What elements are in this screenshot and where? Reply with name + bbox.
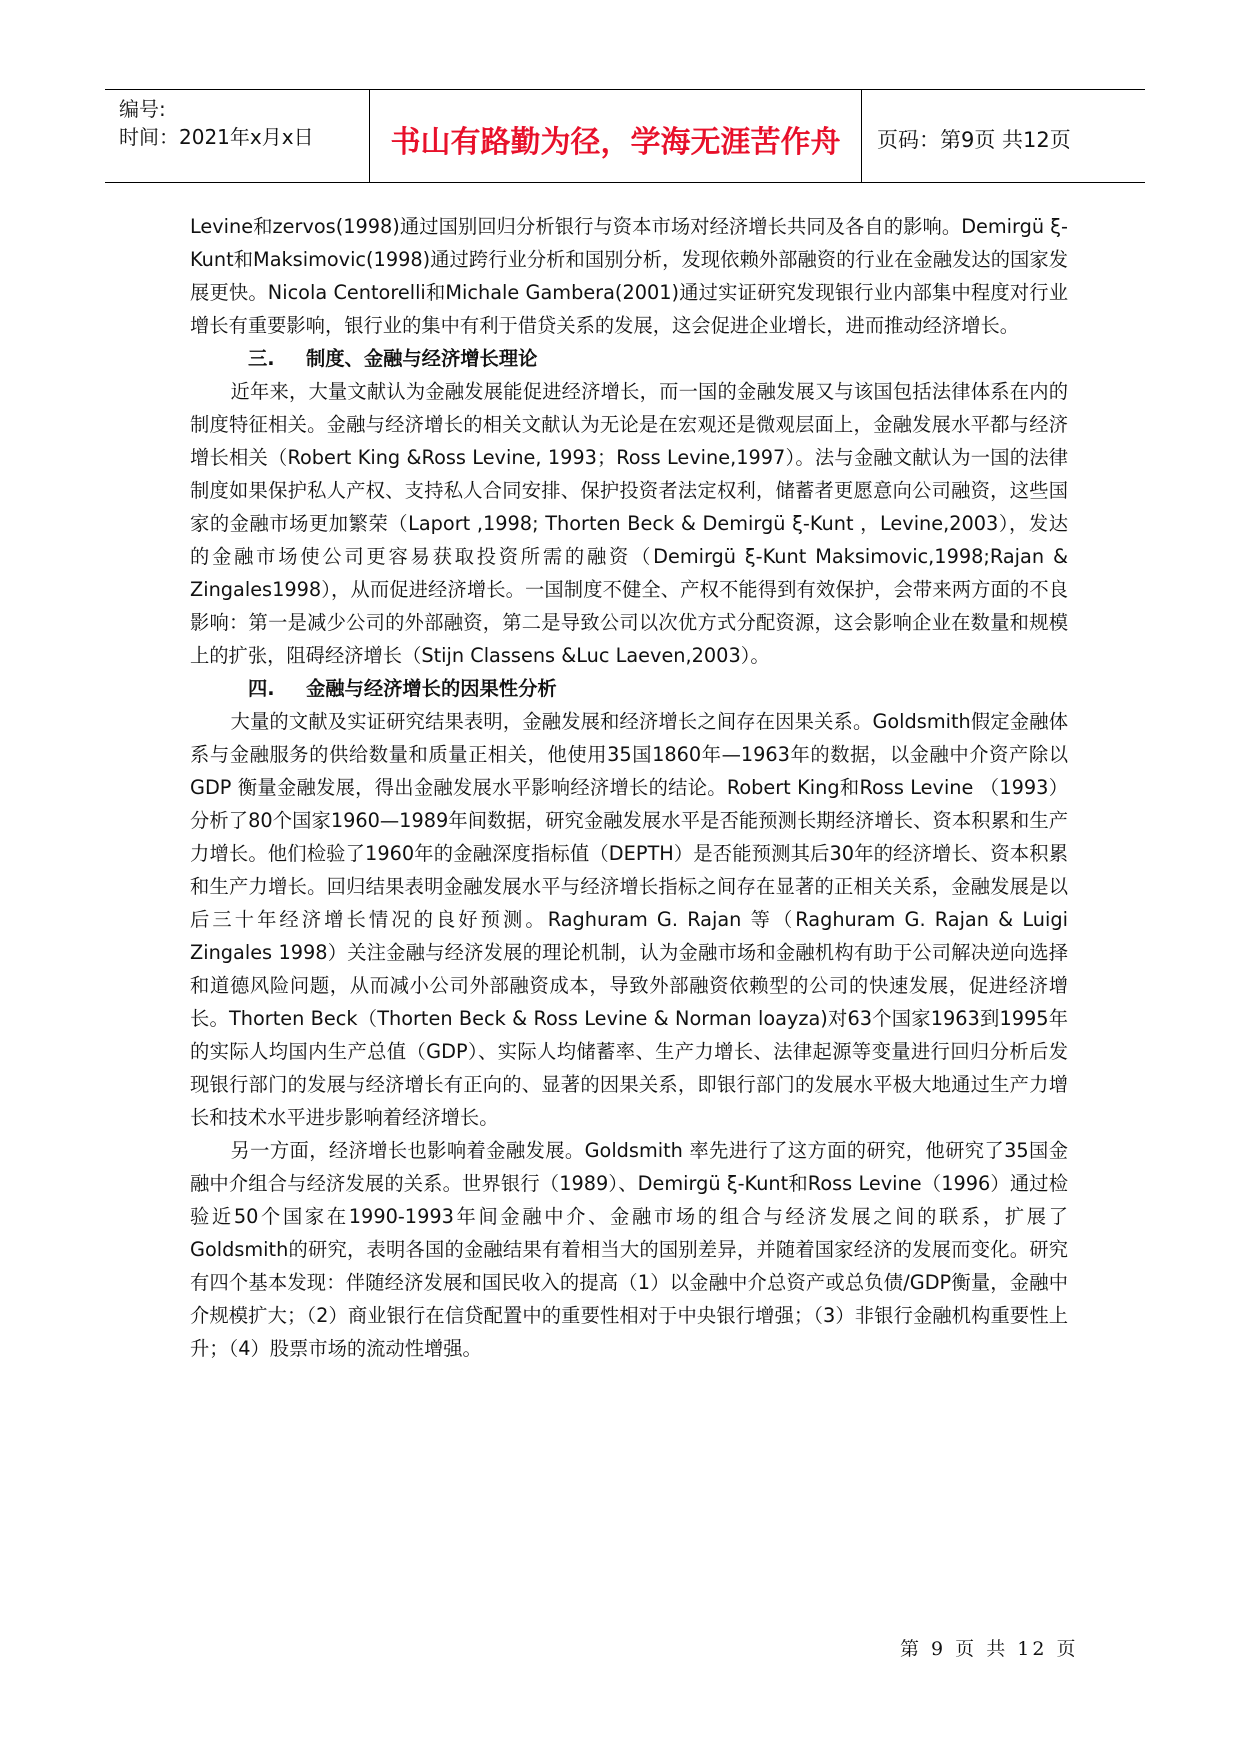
header-page-label: 页码：第9页 共12页 [877, 128, 1071, 152]
section-heading-3 [190, 342, 1068, 375]
document-number-label: 编号: [119, 97, 166, 121]
body-paragraph: 近年来，大量文献认为金融发展能促进经济增长，而一国的金融发展又与该国包括法律体系在内的制度特征相关。金融与经济增长的相关文献认为无论是在宏观还是微观层面上，金融发展水平都与经济增长相关（Robert King &Ross Levine, 1993；Ross Levine,1997）。法与金融文献认为一国的法律制度如果保护私人产权、支持私人合同安排、保护投资者法定权利，储蓄者更愿意向公司融资，这些国家的金融市场更加繁荣（Laport ,1998; Thorten Beck & Demirgü ξ-Kunt ，Levine,2003），发达的金融市场使公司更容易获取投资所需的融资（Demirgü ξ-Kunt Maksimovic,1998;Rajan & Zingales1998），从而促进经济增长。一国制度不健全、产权不能得到有效保护，会带来两方面的不良影响：第一是减少公司的外部融资，第二是导致公司以次优方式分配资源，这会影响企业在数量和规模上的扩张，阻碍经济增长（Stijn Classens &Luc Laeven,2003）。 [190, 380, 1068, 667]
document-time-label: 时间：2021年x月x日 [119, 125, 314, 149]
section-number: 三. [248, 347, 275, 370]
header-motto: 书山有路勤为径，学海无涯苦作舟 [390, 125, 841, 160]
document-body [190, 210, 1068, 1365]
section-title: 制度、金融与经济增长理论 [306, 347, 538, 370]
header-meta [119, 90, 369, 182]
header-divider-right [861, 90, 862, 182]
section-number: 四. [248, 677, 275, 700]
section-heading-4 [190, 672, 1068, 705]
page-header [105, 89, 1145, 183]
body-paragraph: 另一方面，经济增长也影响着金融发展。Goldsmith 率先进行了这方面的研究，他研究了35国金融中介组合与经济发展的关系。世界银行（1989）、Demirgü ξ-Kunt和Ross Levine（1996）通过检验近50个国家在1990-1993年间金融中介、金融市场的组合与经济发展之间的联系，扩展了Goldsmith的研究，表明各国的金融结果有着相当大的国别差异，并随着国家经济的发展而变化。研究有四个基本发现：伴随经济发展和国民收入的提高（1）以金融中介总资产或总负债/GDP衡量，金融中介规模扩大；（2）商业银行在信贷配置中的重要性相对于中央银行增强；（3）非银行金融机构重要性上升；（4）股票市场的流动性增强。 [190, 1139, 1068, 1360]
body-paragraph: 大量的文献及实证研究结果表明，金融发展和经济增长之间存在因果关系。Goldsmith假定金融体系与金融服务的供给数量和质量正相关，他使用35国1860年—1963年的数据，以金融中介资产除以GDP 衡量金融发展，得出金融发展水平影响经济增长的结论。Robert King和Ross Levine （1993）分析了80个国家1960—1989年间数据，研究金融发展水平是否能预测长期经济增长、资本积累和生产力增长。他们检验了1960年的金融深度指标值（DEPTH）是否能预测其后30年的经济增长、资本积累和生产力增长。回归结果表明金融发展水平与经济增长指标之间存在显著的正相关关系，金融发展是以后三十年经济增长情况的良好预测。Raghuram G. Rajan 等（Raghuram G. Rajan & Luigi Zingales 1998）关注金融与经济发展的理论机制，认为金融市场和金融机构有助于公司解决逆向选择和道德风险问题，从而减小公司外部融资成本，导致外部融资依赖型的公司的快速发展，促进经济增长。Thorten Beck（Thorten Beck & Ross Levine & Norman loayza)对63个国家1963到1995年的实际人均国内生产总值（GDP）、实际人均储蓄率、生产力增长、法律起源等变量进行回归分析后发现银行部门的发展与经济增长有正向的、显著的因果关系，即银行部门的发展水平极大地通过生产力增长和技术水平进步影响着经济增长。 [190, 710, 1068, 1129]
page-footer: 第 9 页 共 12 页 [900, 1638, 1079, 1660]
body-paragraph: Levine和zervos(1998)通过国别回归分析银行与资本市场对经济增长共同及各自的影响。Demirgü ξ-Kunt和Maksimovic(1998)通过跨行业分析和国别分析，发现依赖外部融资的行业在金融发达的国家发展更快。Nicola Centorelli和Michale Gambera(2001)通过实证研究发现银行业内部集中程度对行业增长有重要影响，银行业的集中有利于借贷关系的发展，这会促进企业增长，进而推动经济增长。 [190, 215, 1068, 337]
section-title: 金融与经济增长的因果性分析 [306, 677, 557, 700]
